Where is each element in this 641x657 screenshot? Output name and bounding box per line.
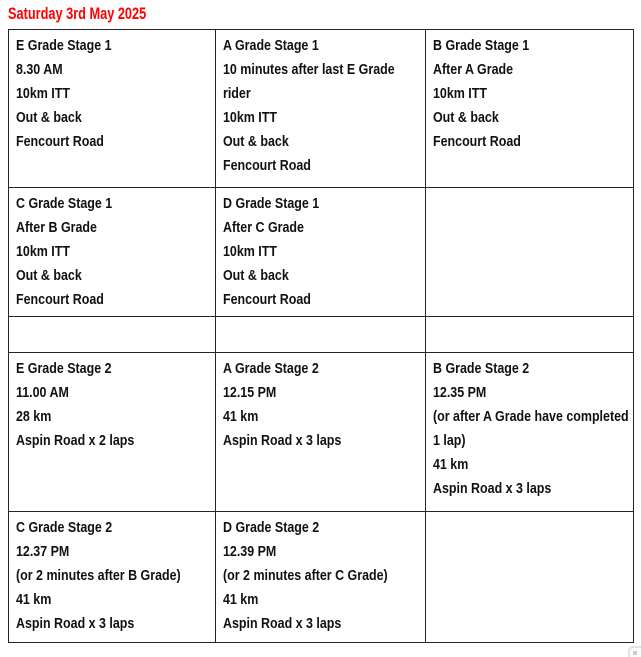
- corner-overlay-icon: [628, 646, 641, 657]
- cell-line: After C Grade: [223, 219, 304, 236]
- table-row: [9, 30, 634, 188]
- cell-line: C Grade Stage 1: [16, 195, 113, 212]
- cell-content: [16, 357, 211, 453]
- schedule-cell: [426, 317, 634, 353]
- page-title: Saturday 3rd May 2025: [8, 4, 147, 23]
- cell-line: Out & back: [223, 133, 289, 150]
- cell-line: D Grade Stage 2: [223, 519, 320, 536]
- cell-line: 10km ITT: [223, 243, 277, 260]
- schedule-cell: [216, 188, 426, 317]
- cell-line: 41 km: [223, 408, 259, 425]
- cell-line: (or 2 minutes after B Grade): [16, 567, 181, 584]
- schedule-cell: [9, 512, 216, 643]
- cell-line: B Grade Stage 1: [433, 37, 530, 54]
- cell-line: E Grade Stage 1: [16, 37, 112, 54]
- cell-line: A Grade Stage 2: [223, 360, 319, 377]
- cell-line: E Grade Stage 2: [16, 360, 112, 377]
- cell-line: Aspin Road x 3 laps: [16, 615, 135, 632]
- table-row: [9, 317, 634, 353]
- cell-line: Aspin Road x 3 laps: [223, 615, 342, 632]
- schedule-cell: [216, 317, 426, 353]
- cell-line: 12.37 PM: [16, 543, 70, 560]
- corner-overlay-dot-icon: [633, 651, 637, 655]
- cell-line: C Grade Stage 2: [16, 519, 113, 536]
- table-row: [9, 512, 634, 643]
- cell-line: 10 minutes after last E Grade rider: [223, 61, 395, 102]
- schedule-cell: [216, 512, 426, 643]
- cell-line: After A Grade: [433, 61, 514, 78]
- cell-line: Out & back: [16, 267, 82, 284]
- cell-line: 10km ITT: [223, 109, 277, 126]
- cell-content: [433, 357, 629, 501]
- cell-line: After B Grade: [16, 219, 97, 236]
- cell-line: (or after A Grade have completed 1 lap): [433, 408, 629, 449]
- cell-content: [223, 516, 421, 636]
- cell-line: Aspin Road x 2 laps: [16, 432, 135, 449]
- cell-content: [223, 34, 421, 178]
- schedule-cell: [216, 30, 426, 188]
- schedule-cell: [9, 30, 216, 188]
- cell-content: [16, 34, 211, 154]
- schedule-cell: [9, 188, 216, 317]
- cell-line: Out & back: [433, 109, 499, 126]
- schedule-table-body: [9, 30, 634, 643]
- cell-line: 10km ITT: [16, 85, 70, 102]
- schedule-cell: [426, 30, 634, 188]
- schedule-cell: [426, 353, 634, 512]
- cell-line: Aspin Road x 3 laps: [433, 480, 552, 497]
- cell-line: 8.30 AM: [16, 61, 63, 78]
- cell-line: Fencourt Road: [16, 133, 104, 150]
- schedule-cell: [9, 317, 216, 353]
- cell-content: [16, 516, 211, 636]
- table-row: [9, 188, 634, 317]
- cell-line: 10km ITT: [16, 243, 70, 260]
- cell-content: [16, 192, 211, 312]
- cell-line: 41 km: [433, 456, 469, 473]
- cell-line: B Grade Stage 2: [433, 360, 530, 377]
- schedule-table: [8, 29, 634, 643]
- cell-line: 28 km: [16, 408, 52, 425]
- cell-content: [223, 192, 421, 312]
- cell-line: A Grade Stage 1: [223, 37, 319, 54]
- cell-line: Fencourt Road: [433, 133, 521, 150]
- cell-content: [433, 34, 629, 154]
- cell-line: Fencourt Road: [16, 291, 104, 308]
- cell-line: 12.35 PM: [433, 384, 487, 401]
- cell-line: Out & back: [223, 267, 289, 284]
- cell-line: 11.00 AM: [16, 384, 69, 401]
- schedule-cell: [216, 353, 426, 512]
- cell-content: [223, 357, 421, 453]
- cell-line: 12.39 PM: [223, 543, 277, 560]
- cell-line: Aspin Road x 3 laps: [223, 432, 342, 449]
- cell-line: Fencourt Road: [223, 291, 311, 308]
- cell-line: 41 km: [16, 591, 52, 608]
- cell-line: Out & back: [16, 109, 82, 126]
- cell-line: D Grade Stage 1: [223, 195, 320, 212]
- cell-line: Fencourt Road: [223, 157, 311, 174]
- schedule-cell: [9, 353, 216, 512]
- cell-line: 12.15 PM: [223, 384, 277, 401]
- schedule-cell: [426, 188, 634, 317]
- cell-line: 41 km: [223, 591, 259, 608]
- cell-line: 10km ITT: [433, 85, 487, 102]
- table-row: [9, 353, 634, 512]
- schedule-cell: [426, 512, 634, 643]
- cell-line: (or 2 minutes after C Grade): [223, 567, 388, 584]
